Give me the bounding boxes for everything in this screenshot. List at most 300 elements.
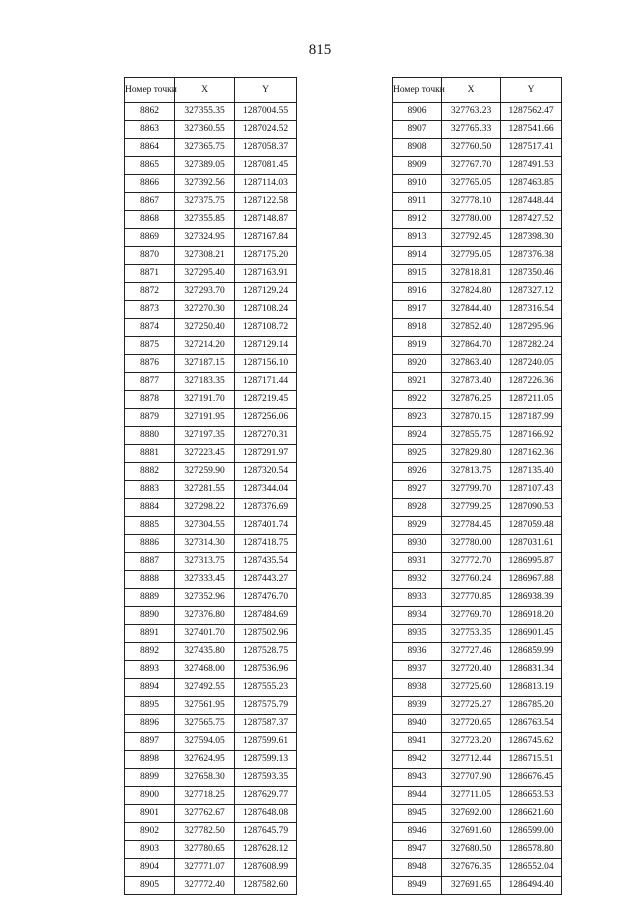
- cell-x: 327799.25: [442, 499, 501, 517]
- table-row: [393, 103, 562, 121]
- cell-y: 1287256.06: [235, 409, 297, 427]
- table-row: [125, 247, 297, 265]
- cell-y: 1287575.79: [235, 697, 297, 715]
- cell-point-number: 8877: [125, 373, 175, 391]
- cell-x: 327763.23: [442, 103, 501, 121]
- cell-x: 327824.80: [442, 283, 501, 301]
- table-row: [125, 445, 297, 463]
- table-row: [393, 175, 562, 193]
- table-row: [393, 337, 562, 355]
- cell-point-number: 8879: [125, 409, 175, 427]
- table-row: [125, 643, 297, 661]
- cell-y: 1286763.54: [501, 715, 562, 733]
- cell-point-number: 8941: [393, 733, 442, 751]
- table-row: [393, 625, 562, 643]
- table-row: [125, 589, 297, 607]
- cell-y: 1287593.35: [235, 769, 297, 787]
- cell-point-number: 8866: [125, 175, 175, 193]
- cell-point-number: 8895: [125, 697, 175, 715]
- cell-y: 1287129.14: [235, 337, 297, 355]
- cell-point-number: 8906: [393, 103, 442, 121]
- table-row: [393, 769, 562, 787]
- cell-point-number: 8918: [393, 319, 442, 337]
- table-row: [393, 571, 562, 589]
- cell-point-number: 8878: [125, 391, 175, 409]
- table-row: [393, 121, 562, 139]
- table-row: [125, 373, 297, 391]
- table-row: [125, 463, 297, 481]
- cell-y: 1287295.96: [501, 319, 562, 337]
- cell-point-number: 8872: [125, 283, 175, 301]
- cell-y: 1286967.88: [501, 571, 562, 589]
- cell-point-number: 8891: [125, 625, 175, 643]
- table-row: [393, 679, 562, 697]
- cell-point-number: 8934: [393, 607, 442, 625]
- cell-x: 327435.80: [175, 643, 235, 661]
- cell-x: 327863.40: [442, 355, 501, 373]
- cell-y: 1287031.61: [501, 535, 562, 553]
- table-row: [393, 607, 562, 625]
- coordinates-table-left: [124, 77, 297, 895]
- table-row: [393, 733, 562, 751]
- table-row: [125, 211, 297, 229]
- cell-point-number: 8928: [393, 499, 442, 517]
- table-row: [125, 283, 297, 301]
- cell-y: 1287058.37: [235, 139, 297, 157]
- cell-y: 1286715.51: [501, 751, 562, 769]
- cell-x: 327313.75: [175, 553, 235, 571]
- cell-x: 327298.22: [175, 499, 235, 517]
- cell-x: 327624.95: [175, 751, 235, 769]
- cell-point-number: 8887: [125, 553, 175, 571]
- cell-x: 327870.15: [442, 409, 501, 427]
- header-y: Y: [501, 78, 562, 103]
- cell-point-number: 8923: [393, 409, 442, 427]
- cell-y: 1287156.10: [235, 355, 297, 373]
- table-row: [125, 103, 297, 121]
- cell-y: 1287491.53: [501, 157, 562, 175]
- cell-y: 1287528.75: [235, 643, 297, 661]
- table-row: [393, 427, 562, 445]
- cell-y: 1286831.34: [501, 661, 562, 679]
- cell-point-number: 8907: [393, 121, 442, 139]
- table-row: [125, 823, 297, 841]
- table-row: [125, 733, 297, 751]
- cell-point-number: 8926: [393, 463, 442, 481]
- cell-point-number: 8948: [393, 859, 442, 877]
- cell-point-number: 8913: [393, 229, 442, 247]
- header-point-number: Номер точки: [125, 78, 175, 103]
- table-row: [125, 571, 297, 589]
- cell-x: 327844.40: [442, 301, 501, 319]
- cell-x: 327852.40: [442, 319, 501, 337]
- cell-y: 1287219.45: [235, 391, 297, 409]
- table-row: [393, 265, 562, 283]
- cell-point-number: 8940: [393, 715, 442, 733]
- cell-point-number: 8868: [125, 211, 175, 229]
- cell-point-number: 8943: [393, 769, 442, 787]
- cell-x: 327565.75: [175, 715, 235, 733]
- cell-x: 327352.96: [175, 589, 235, 607]
- cell-x: 327813.75: [442, 463, 501, 481]
- cell-point-number: 8922: [393, 391, 442, 409]
- cell-x: 327365.75: [175, 139, 235, 157]
- cell-point-number: 8898: [125, 751, 175, 769]
- cell-y: 1287435.54: [235, 553, 297, 571]
- cell-y: 1286745.62: [501, 733, 562, 751]
- cell-y: 1287316.54: [501, 301, 562, 319]
- cell-point-number: 8863: [125, 121, 175, 139]
- table-row: [125, 175, 297, 193]
- cell-x: 327765.33: [442, 121, 501, 139]
- table-header-row: [125, 78, 297, 103]
- table-row: [393, 661, 562, 679]
- cell-x: 327658.30: [175, 769, 235, 787]
- cell-x: 327780.65: [175, 841, 235, 859]
- cell-point-number: 8909: [393, 157, 442, 175]
- table-row: [393, 319, 562, 337]
- cell-y: 1287476.70: [235, 589, 297, 607]
- table-row: [393, 841, 562, 859]
- cell-x: 327725.27: [442, 697, 501, 715]
- cell-y: 1287081.45: [235, 157, 297, 175]
- table-row: [393, 409, 562, 427]
- table-row: [393, 391, 562, 409]
- cell-y: 1287541.66: [501, 121, 562, 139]
- cell-x: 327771.07: [175, 859, 235, 877]
- cell-point-number: 8893: [125, 661, 175, 679]
- cell-x: 327818.81: [442, 265, 501, 283]
- cell-y: 1287484.69: [235, 607, 297, 625]
- cell-x: 327873.40: [442, 373, 501, 391]
- cell-point-number: 8896: [125, 715, 175, 733]
- cell-x: 327308.21: [175, 247, 235, 265]
- cell-y: 1287107.43: [501, 481, 562, 499]
- cell-y: 1287344.04: [235, 481, 297, 499]
- cell-x: 327780.00: [442, 535, 501, 553]
- cell-y: 1287187.99: [501, 409, 562, 427]
- table-row: [125, 409, 297, 427]
- cell-x: 327561.95: [175, 697, 235, 715]
- cell-x: 327191.95: [175, 409, 235, 427]
- cell-y: 1287108.72: [235, 319, 297, 337]
- table-row: [393, 715, 562, 733]
- cell-point-number: 8885: [125, 517, 175, 535]
- header-x: X: [442, 78, 501, 103]
- cell-y: 1287517.41: [501, 139, 562, 157]
- table-row: [393, 355, 562, 373]
- table-row: [393, 643, 562, 661]
- cell-point-number: 8933: [393, 589, 442, 607]
- table-row: [393, 283, 562, 301]
- table-row: [393, 211, 562, 229]
- cell-x: 327769.70: [442, 607, 501, 625]
- table-row: [393, 787, 562, 805]
- cell-point-number: 8920: [393, 355, 442, 373]
- cell-y: 1286859.99: [501, 643, 562, 661]
- cell-y: 1287536.96: [235, 661, 297, 679]
- cell-point-number: 8883: [125, 481, 175, 499]
- table-row: [125, 751, 297, 769]
- cell-point-number: 8949: [393, 877, 442, 895]
- cell-x: 327753.35: [442, 625, 501, 643]
- cell-y: 1287463.85: [501, 175, 562, 193]
- cell-point-number: 8924: [393, 427, 442, 445]
- cell-x: 327772.70: [442, 553, 501, 571]
- table-row: [125, 427, 297, 445]
- cell-point-number: 8919: [393, 337, 442, 355]
- cell-y: 1286494.40: [501, 877, 562, 895]
- cell-y: 1287648.08: [235, 805, 297, 823]
- cell-x: 327355.35: [175, 103, 235, 121]
- table-row: [393, 877, 562, 895]
- cell-point-number: 8903: [125, 841, 175, 859]
- table-row: [125, 805, 297, 823]
- cell-y: 1287418.75: [235, 535, 297, 553]
- cell-point-number: 8921: [393, 373, 442, 391]
- cell-point-number: 8876: [125, 355, 175, 373]
- table-row: [125, 499, 297, 517]
- cell-y: 1287645.79: [235, 823, 297, 841]
- cell-y: 1287163.91: [235, 265, 297, 283]
- table-row: [125, 355, 297, 373]
- cell-y: 1287327.12: [501, 283, 562, 301]
- cell-point-number: 8897: [125, 733, 175, 751]
- cell-y: 1287599.13: [235, 751, 297, 769]
- table-row: [125, 859, 297, 877]
- cell-x: 327855.75: [442, 427, 501, 445]
- header-x: X: [175, 78, 235, 103]
- cell-point-number: 8871: [125, 265, 175, 283]
- cell-x: 327760.24: [442, 571, 501, 589]
- table-row: [393, 589, 562, 607]
- cell-point-number: 8862: [125, 103, 175, 121]
- table-row: [125, 769, 297, 787]
- cell-point-number: 8935: [393, 625, 442, 643]
- cell-x: 327187.15: [175, 355, 235, 373]
- cell-y: 1287282.24: [501, 337, 562, 355]
- cell-point-number: 8910: [393, 175, 442, 193]
- cell-point-number: 8947: [393, 841, 442, 859]
- cell-point-number: 8932: [393, 571, 442, 589]
- cell-x: 327799.70: [442, 481, 501, 499]
- table-row: [393, 859, 562, 877]
- page-number: 815: [308, 42, 332, 58]
- cell-point-number: 8892: [125, 643, 175, 661]
- cell-point-number: 8945: [393, 805, 442, 823]
- cell-x: 327468.00: [175, 661, 235, 679]
- table-row: [393, 193, 562, 211]
- table-row: [125, 679, 297, 697]
- cell-x: 327676.35: [442, 859, 501, 877]
- cell-x: 327765.05: [442, 175, 501, 193]
- table-row: [125, 715, 297, 733]
- cell-x: 327692.00: [442, 805, 501, 823]
- cell-point-number: 8902: [125, 823, 175, 841]
- table-row: [125, 481, 297, 499]
- header-y: Y: [235, 78, 297, 103]
- table-row: [125, 535, 297, 553]
- cell-x: 327293.70: [175, 283, 235, 301]
- cell-x: 327376.80: [175, 607, 235, 625]
- cell-x: 327691.65: [442, 877, 501, 895]
- table-row: [393, 553, 562, 571]
- cell-x: 327829.80: [442, 445, 501, 463]
- cell-x: 327762.67: [175, 805, 235, 823]
- table-row: [125, 319, 297, 337]
- cell-point-number: 8911: [393, 193, 442, 211]
- cell-y: 1287401.74: [235, 517, 297, 535]
- cell-y: 1287167.84: [235, 229, 297, 247]
- cell-x: 327183.35: [175, 373, 235, 391]
- cell-point-number: 8942: [393, 751, 442, 769]
- cell-x: 327772.40: [175, 877, 235, 895]
- cell-y: 1287129.24: [235, 283, 297, 301]
- cell-point-number: 8914: [393, 247, 442, 265]
- header-point-number: Номер точки: [393, 78, 442, 103]
- cell-x: 327778.10: [442, 193, 501, 211]
- cell-y: 1287562.47: [501, 103, 562, 121]
- cell-point-number: 8875: [125, 337, 175, 355]
- cell-point-number: 8884: [125, 499, 175, 517]
- table-header-row: [393, 78, 562, 103]
- cell-point-number: 8894: [125, 679, 175, 697]
- cell-y: 1287004.55: [235, 103, 297, 121]
- cell-point-number: 8931: [393, 553, 442, 571]
- table-row: [393, 517, 562, 535]
- cell-y: 1287114.03: [235, 175, 297, 193]
- table-row: [393, 373, 562, 391]
- cell-y: 1287443.27: [235, 571, 297, 589]
- cell-x: 327770.85: [442, 589, 501, 607]
- cell-x: 327295.40: [175, 265, 235, 283]
- table-row: [125, 229, 297, 247]
- table-row: [125, 553, 297, 571]
- cell-point-number: 8937: [393, 661, 442, 679]
- cell-x: 327191.70: [175, 391, 235, 409]
- cell-point-number: 8939: [393, 697, 442, 715]
- cell-y: 1286578.80: [501, 841, 562, 859]
- cell-y: 1286995.87: [501, 553, 562, 571]
- cell-x: 327691.60: [442, 823, 501, 841]
- cell-y: 1287398.30: [501, 229, 562, 247]
- cell-y: 1287226.36: [501, 373, 562, 391]
- cell-y: 1287166.92: [501, 427, 562, 445]
- table-row: [125, 121, 297, 139]
- cell-y: 1286918.20: [501, 607, 562, 625]
- cell-x: 327727.46: [442, 643, 501, 661]
- cell-x: 327864.70: [442, 337, 501, 355]
- cell-y: 1286938.39: [501, 589, 562, 607]
- cell-x: 327782.50: [175, 823, 235, 841]
- cell-point-number: 8890: [125, 607, 175, 625]
- cell-y: 1287628.12: [235, 841, 297, 859]
- cell-x: 327259.90: [175, 463, 235, 481]
- cell-y: 1286676.45: [501, 769, 562, 787]
- cell-point-number: 8869: [125, 229, 175, 247]
- table-row: [125, 301, 297, 319]
- table-row: [125, 265, 297, 283]
- cell-x: 327401.70: [175, 625, 235, 643]
- cell-x: 327197.35: [175, 427, 235, 445]
- table-row: [393, 229, 562, 247]
- table-row: [125, 787, 297, 805]
- cell-y: 1287502.96: [235, 625, 297, 643]
- cell-y: 1287427.52: [501, 211, 562, 229]
- cell-x: 327720.40: [442, 661, 501, 679]
- cell-x: 327223.45: [175, 445, 235, 463]
- table-row: [393, 499, 562, 517]
- cell-y: 1287599.61: [235, 733, 297, 751]
- cell-point-number: 8929: [393, 517, 442, 535]
- cell-point-number: 8889: [125, 589, 175, 607]
- coordinates-table-right: [392, 77, 562, 895]
- cell-x: 327250.40: [175, 319, 235, 337]
- cell-point-number: 8946: [393, 823, 442, 841]
- table-row: [393, 301, 562, 319]
- cell-x: 327360.55: [175, 121, 235, 139]
- cell-point-number: 8867: [125, 193, 175, 211]
- table-row: [125, 517, 297, 535]
- cell-y: 1287376.69: [235, 499, 297, 517]
- cell-x: 327760.50: [442, 139, 501, 157]
- cell-y: 1287608.99: [235, 859, 297, 877]
- cell-y: 1287350.46: [501, 265, 562, 283]
- cell-y: 1287555.23: [235, 679, 297, 697]
- cell-x: 327594.05: [175, 733, 235, 751]
- cell-point-number: 8900: [125, 787, 175, 805]
- cell-y: 1287448.44: [501, 193, 562, 211]
- cell-y: 1287122.58: [235, 193, 297, 211]
- cell-y: 1286621.60: [501, 805, 562, 823]
- cell-point-number: 8912: [393, 211, 442, 229]
- cell-point-number: 8899: [125, 769, 175, 787]
- cell-point-number: 8917: [393, 301, 442, 319]
- cell-x: 327389.05: [175, 157, 235, 175]
- cell-y: 1287148.87: [235, 211, 297, 229]
- cell-point-number: 8864: [125, 139, 175, 157]
- table-row: [393, 805, 562, 823]
- cell-x: 327270.30: [175, 301, 235, 319]
- cell-y: 1286785.20: [501, 697, 562, 715]
- cell-x: 327304.55: [175, 517, 235, 535]
- cell-y: 1287376.38: [501, 247, 562, 265]
- cell-x: 327355.85: [175, 211, 235, 229]
- cell-x: 327333.45: [175, 571, 235, 589]
- cell-y: 1287211.05: [501, 391, 562, 409]
- cell-y: 1286599.00: [501, 823, 562, 841]
- cell-point-number: 8904: [125, 859, 175, 877]
- cell-y: 1287162.36: [501, 445, 562, 463]
- table-row: [393, 697, 562, 715]
- table-row: [393, 139, 562, 157]
- cell-x: 327792.45: [442, 229, 501, 247]
- cell-y: 1286901.45: [501, 625, 562, 643]
- table-row: [393, 481, 562, 499]
- cell-y: 1287108.24: [235, 301, 297, 319]
- table-row: [125, 607, 297, 625]
- cell-point-number: 8916: [393, 283, 442, 301]
- cell-point-number: 8936: [393, 643, 442, 661]
- cell-point-number: 8886: [125, 535, 175, 553]
- table-row: [393, 247, 562, 265]
- cell-y: 1287587.37: [235, 715, 297, 733]
- table-row: [125, 337, 297, 355]
- cell-x: 327712.44: [442, 751, 501, 769]
- table-row: [393, 463, 562, 481]
- table-row: [125, 661, 297, 679]
- cell-y: 1287135.40: [501, 463, 562, 481]
